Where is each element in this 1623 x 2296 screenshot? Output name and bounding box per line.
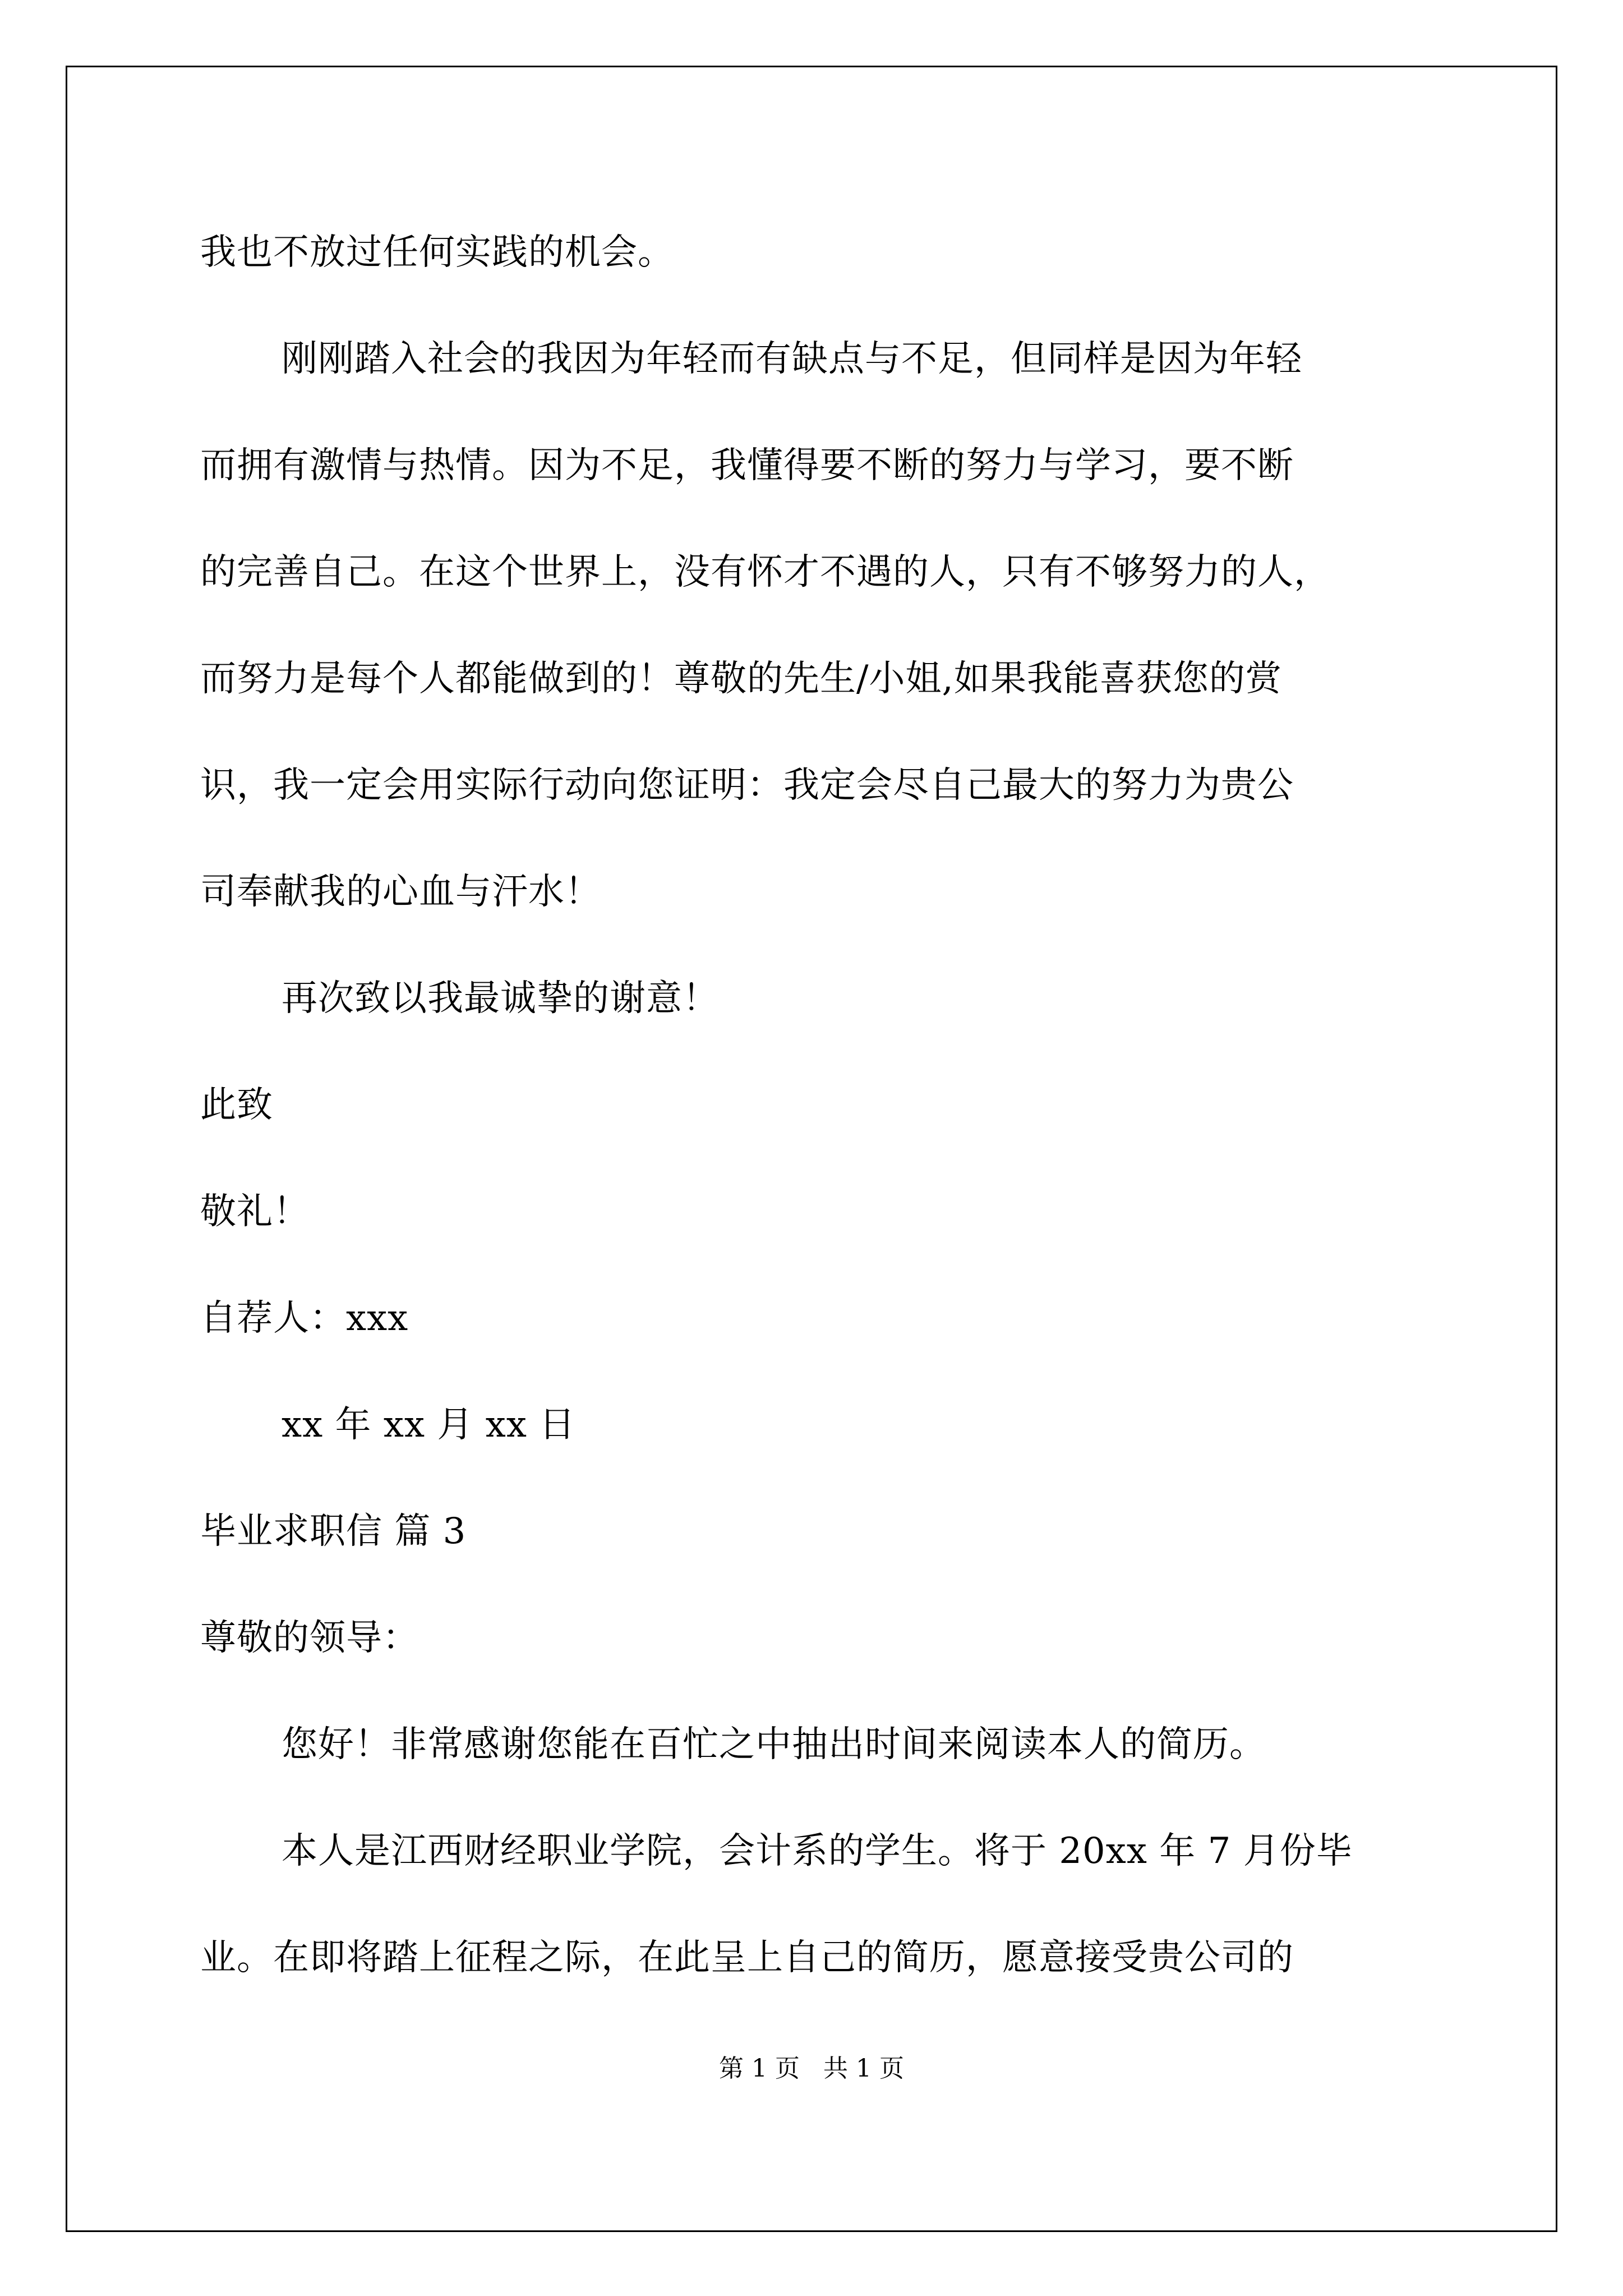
closing-regards: 敬礼！ — [200, 1191, 310, 1232]
text-line-8: 再次致以我最诚挚的谢意！ — [282, 978, 719, 1019]
text-line-1: 我也不放过任何实践的机会。 — [200, 232, 674, 273]
text-line-15: 您好！非常感谢您能在百忙之中抽出时间来阅读本人的简历。 — [282, 1724, 1266, 1765]
greeting-line: 尊敬的领导： — [200, 1617, 419, 1659]
date-line: xx 年 xx 月 xx 日 — [282, 1404, 576, 1446]
text-line-2: 刚刚踏入社会的我因为年轻而有缺点与不足，但同样是因为年轻 — [282, 338, 1302, 380]
text-line-16: 本人是江西财经职业学院，会计系的学生。将于 20xx 年 7 月份毕 — [282, 1830, 1353, 1872]
text-line-3: 而拥有激情与热情。因为不足，我懂得要不断的努力与学习，要不断 — [200, 445, 1294, 486]
text-line-4: 的完善自己。在这个世界上，没有怀才不遇的人，只有不够努力的人， — [200, 551, 1330, 593]
closing-salutation: 此致 — [200, 1084, 273, 1126]
text-line-17: 业。在即将踏上征程之际，在此呈上自己的简历，愿意接受贵公司的 — [200, 1937, 1294, 1978]
signature-line: 自荐人：xxx — [200, 1297, 409, 1339]
text-line-7: 司奉献我的心血与汗水！ — [200, 871, 601, 913]
text-line-6: 识，我一定会用实际行动向您证明：我定会尽自己最大的努力为贵公 — [200, 765, 1294, 806]
text-line-5: 而努力是每个人都能做到的！尊敬的先生/小姐,如果我能喜获您的赏 — [200, 658, 1282, 700]
page-footer: 第 1 页 共 1 页 — [719, 2054, 904, 2083]
page-border — [66, 66, 1557, 2232]
section-heading: 毕业求职信 篇 3 — [200, 1511, 467, 1552]
